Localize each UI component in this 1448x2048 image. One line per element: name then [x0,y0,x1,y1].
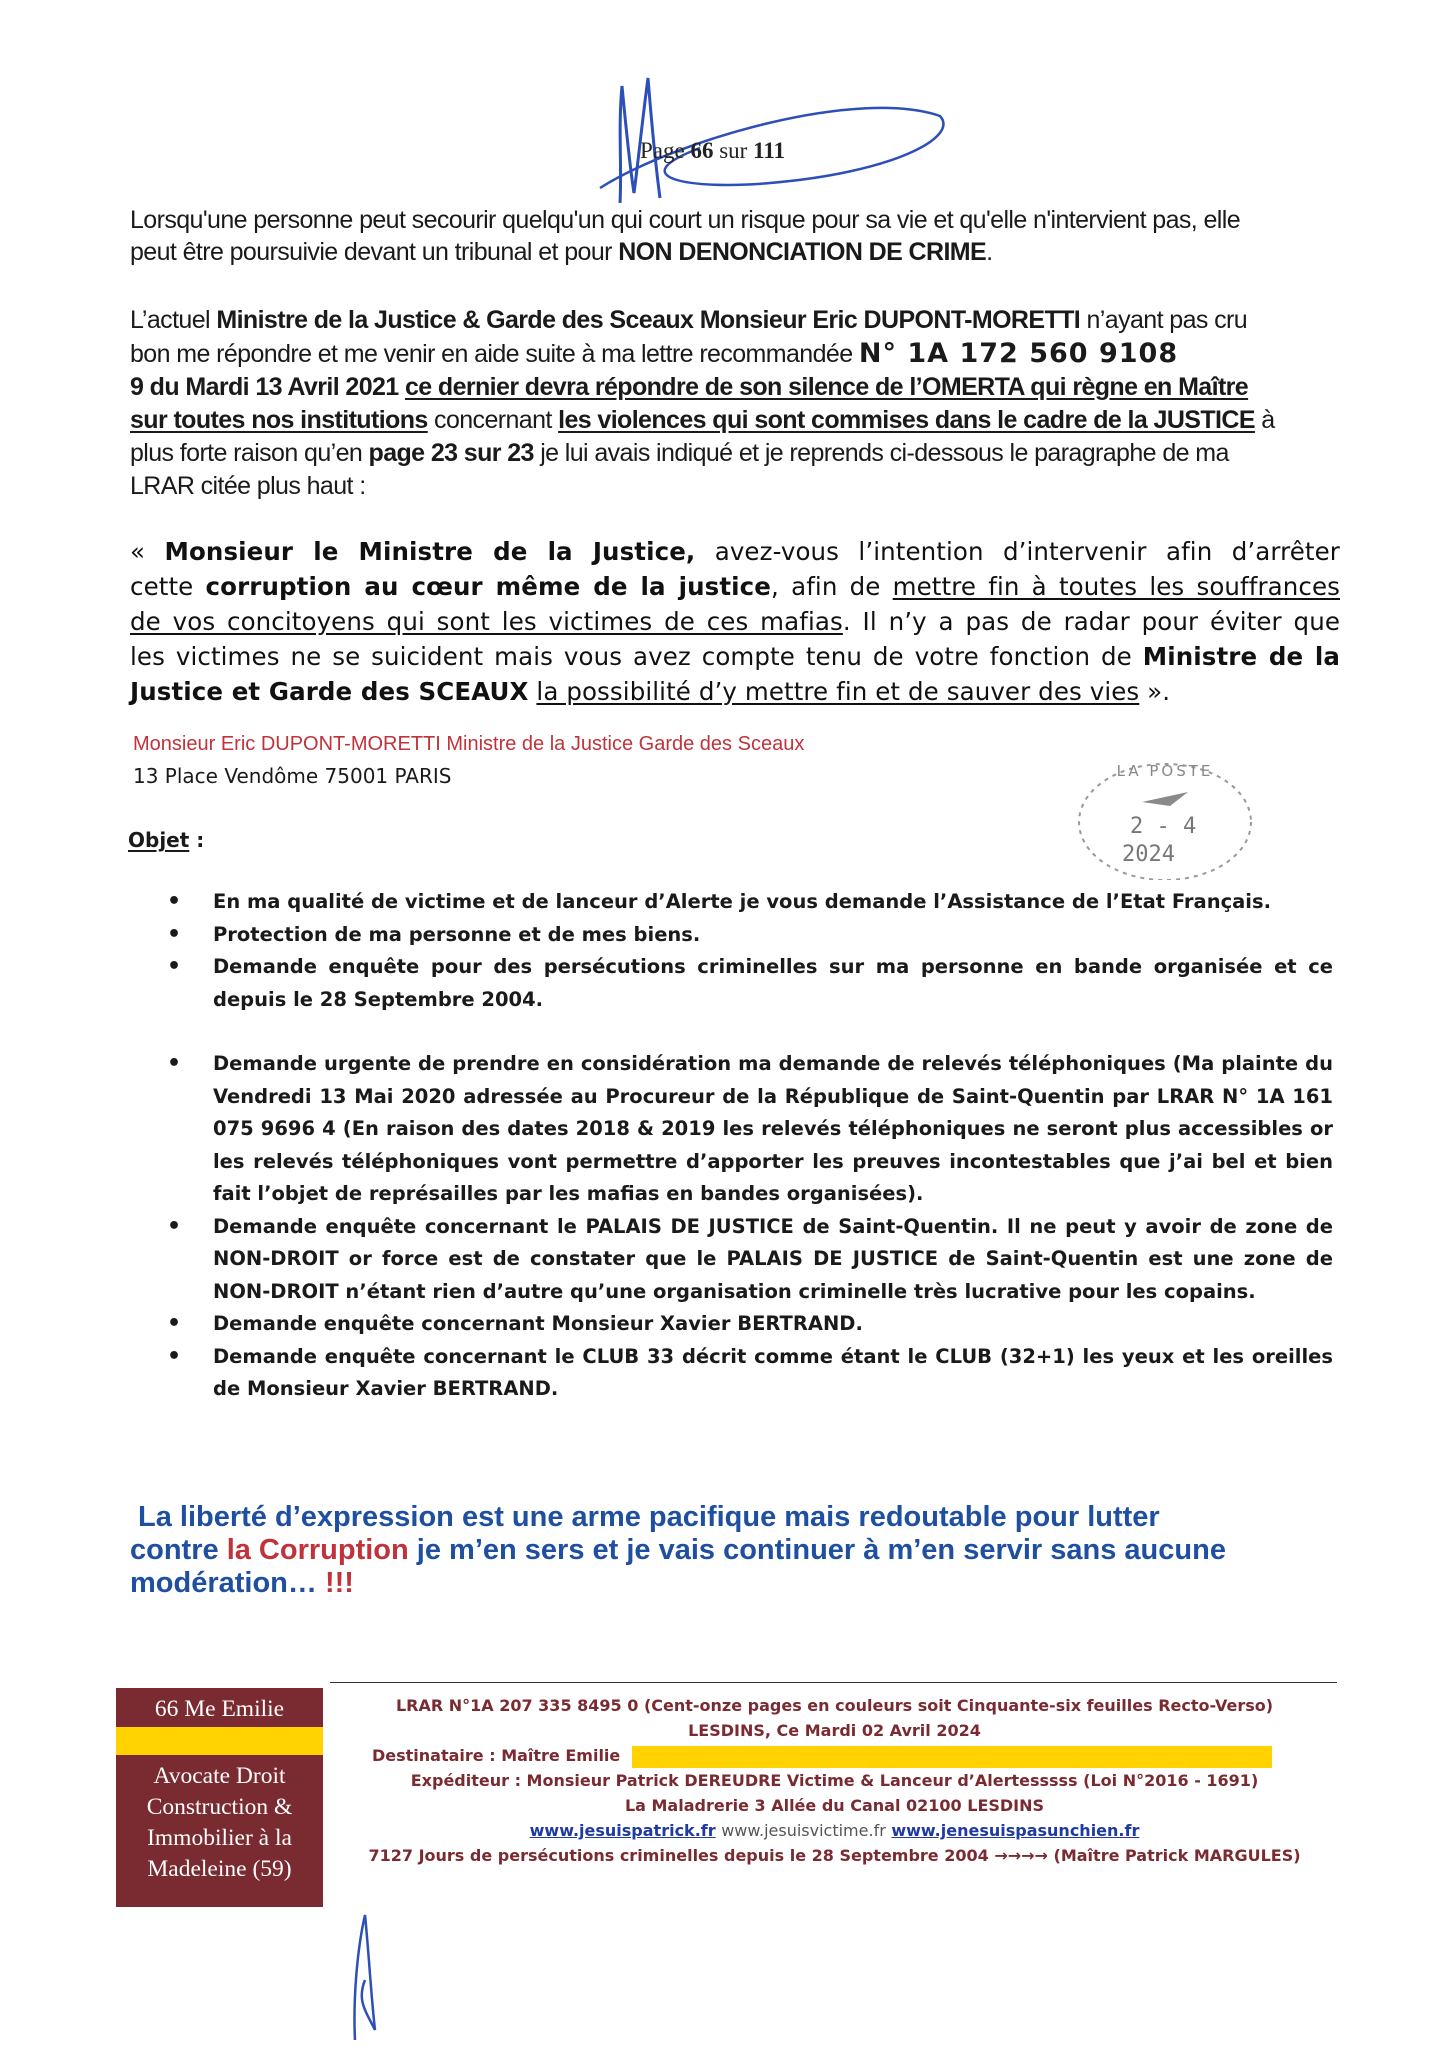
stamp-date: 2 - 4 [1130,814,1197,839]
stamp-top-text: LA POSTE [1116,762,1214,780]
objet-heading: Objet : [128,828,205,852]
link-jesuisvictime[interactable]: www.jesuisvictime.fr [721,1821,886,1840]
request-item: • Demande enquête concernant le CLUB 33 décrit comme étant le CLUB (32+1) les yeux et les oreilles de Monsieur Xavier BERTRAND. [163,1341,1333,1406]
request-item: • En ma qualité de victime et de lanceur d’Alerte je vous demande l’Assistance de l’Etat Français. [163,886,1333,919]
quoted-paragraph: « Monsieur le Ministre de la Justice, avez-vous l’intention d’intervenir afin d’arrêter cette corruption au cœur même de la justice, afin de mettre fin à toutes les souffrances de vos concitoyens qui sont les victimes de ces mafias. Il n’y a pas de radar pour éviter que les victimes ne se suicident mais vous avez compte tenu de votre fonction de Ministre de la Justice et Garde des SCEAUX la possibilité d’y mettre fin et de sauver des vies ». [130,537,1341,706]
request-item: • Demande enquête concernant Monsieur Xavier BERTRAND. [163,1308,1333,1341]
redaction-bar [632,1746,1272,1768]
intro-paragraph: Lorsqu'une personne peut secourir quelqu'un qui court un risque pour sa vie et qu'elle n'intervient pas, elle peut être poursuivie devant un tribunal et pour NON DENONCIATION DE CRIME. [130,206,1241,266]
recipient-box: 66 Me Emilie Avocate Droit Construction & Immobilier à la Madeleine (59) [116,1688,323,1907]
request-item: • Demande enquête concernant le PALAIS DE JUSTICE de Saint-Quentin. Il ne peut y avoir de zone de NON-DROIT or force est de constater que le PALAIS DE JUSTICE de Saint-Quentin est une zone de NON-DROIT n’étant rien d’autre qu’une organisation criminelle très lucrative pour les copains. [163,1211,1333,1309]
requests-list-2 [163,1048,1333,1406]
addressee-block: Monsieur Eric DUPONT-MORETTI Ministre de la Justice Garde des Sceaux 13 Place Vendôme 75001 PARIS [133,733,805,788]
link-jenesuispasunchien[interactable]: www.jenesuispasunchien.fr [891,1821,1140,1840]
footer-info: LRAR N°1A 207 335 8495 0 (Cent-onze pages en couleurs soit Cinquante-six feuilles Recto-Verso) LESDINS, Ce Mardi 02 Avril 2024 Destinataire : Maître Emilie Expéditeur : Monsieur Patrick DEREUDRE Victime & Lanceur d’Alertesssss (Loi N°2016 - 1691) La Maladrerie 3 Allée du Canal 02100 LESDINS www.jesuispatrick.fr www.jesuisvictime.fr www.jenesuispasunchien.fr 7127 Jours de persécutions criminelles depuis le 28 Septembre 2004 →→→→ (Maître Patrick MARGULES) [368,1696,1301,1865]
main-paragraph: L’actuel Ministre de la Justice & Garde des Sceaux Monsieur Eric DUPONT-MORETTI n’ayant pas cru bon me répondre et me venir en aide suite à ma lettre recommandée N° 1A 172 560 9108 9 du Mardi 13 Avril 2021 ce dernier devra répondre de son silence de l’OMERTA qui règne en Maître sur toutes nos institutions concernant les violences qui sont commises dans le cadre de la JUSTICE à plus forte raison qu’en page 23 sur 23 je lui avais indiqué et je reprends ci-dessous le paragraphe de ma LRAR citée plus haut : [130,306,1275,500]
request-item: • Protection de ma personne et de mes biens. [163,919,1333,952]
request-item: • Demande urgente de prendre en considération ma demande de relevés téléphoniques (Ma plainte du Vendredi 13 Mai 2020 adressée au Procureur de la République de Saint-Quentin par LRAR N° 1A 161 075 9696 4 (En raison des dates 2018 & 2019 les relevés téléphoniques ne seront plus accessibles or les relevés téléphoniques vont permettre d’apporter les preuves incontestables que j’ai bel et bien fait l’objet de représailles par les mafias en bandes organisées). [163,1048,1333,1211]
redaction-bar [116,1727,323,1755]
request-item: • Demande enquête pour des persécutions criminelles sur ma personne en bande organisée et ce depuis le 28 Septembre 2004. [163,951,1333,1016]
signature-scribble-bottom [335,1910,395,2045]
page-number: Page 66 sur 111 [640,138,786,163]
footer-rule [330,1682,1337,1683]
slogan: La liberté d’expression est une arme pacifique mais redoutable pour lutter contre la Corruption je m’en sers et je vais continuer à m’en servir sans aucune modération… !!! [130,1501,1226,1599]
requests-list [163,886,1333,1016]
link-jesuispatrick[interactable]: www.jesuispatrick.fr [529,1821,716,1840]
stamp-year: 2024 [1122,842,1175,867]
postmark-stamp [1070,752,1260,880]
